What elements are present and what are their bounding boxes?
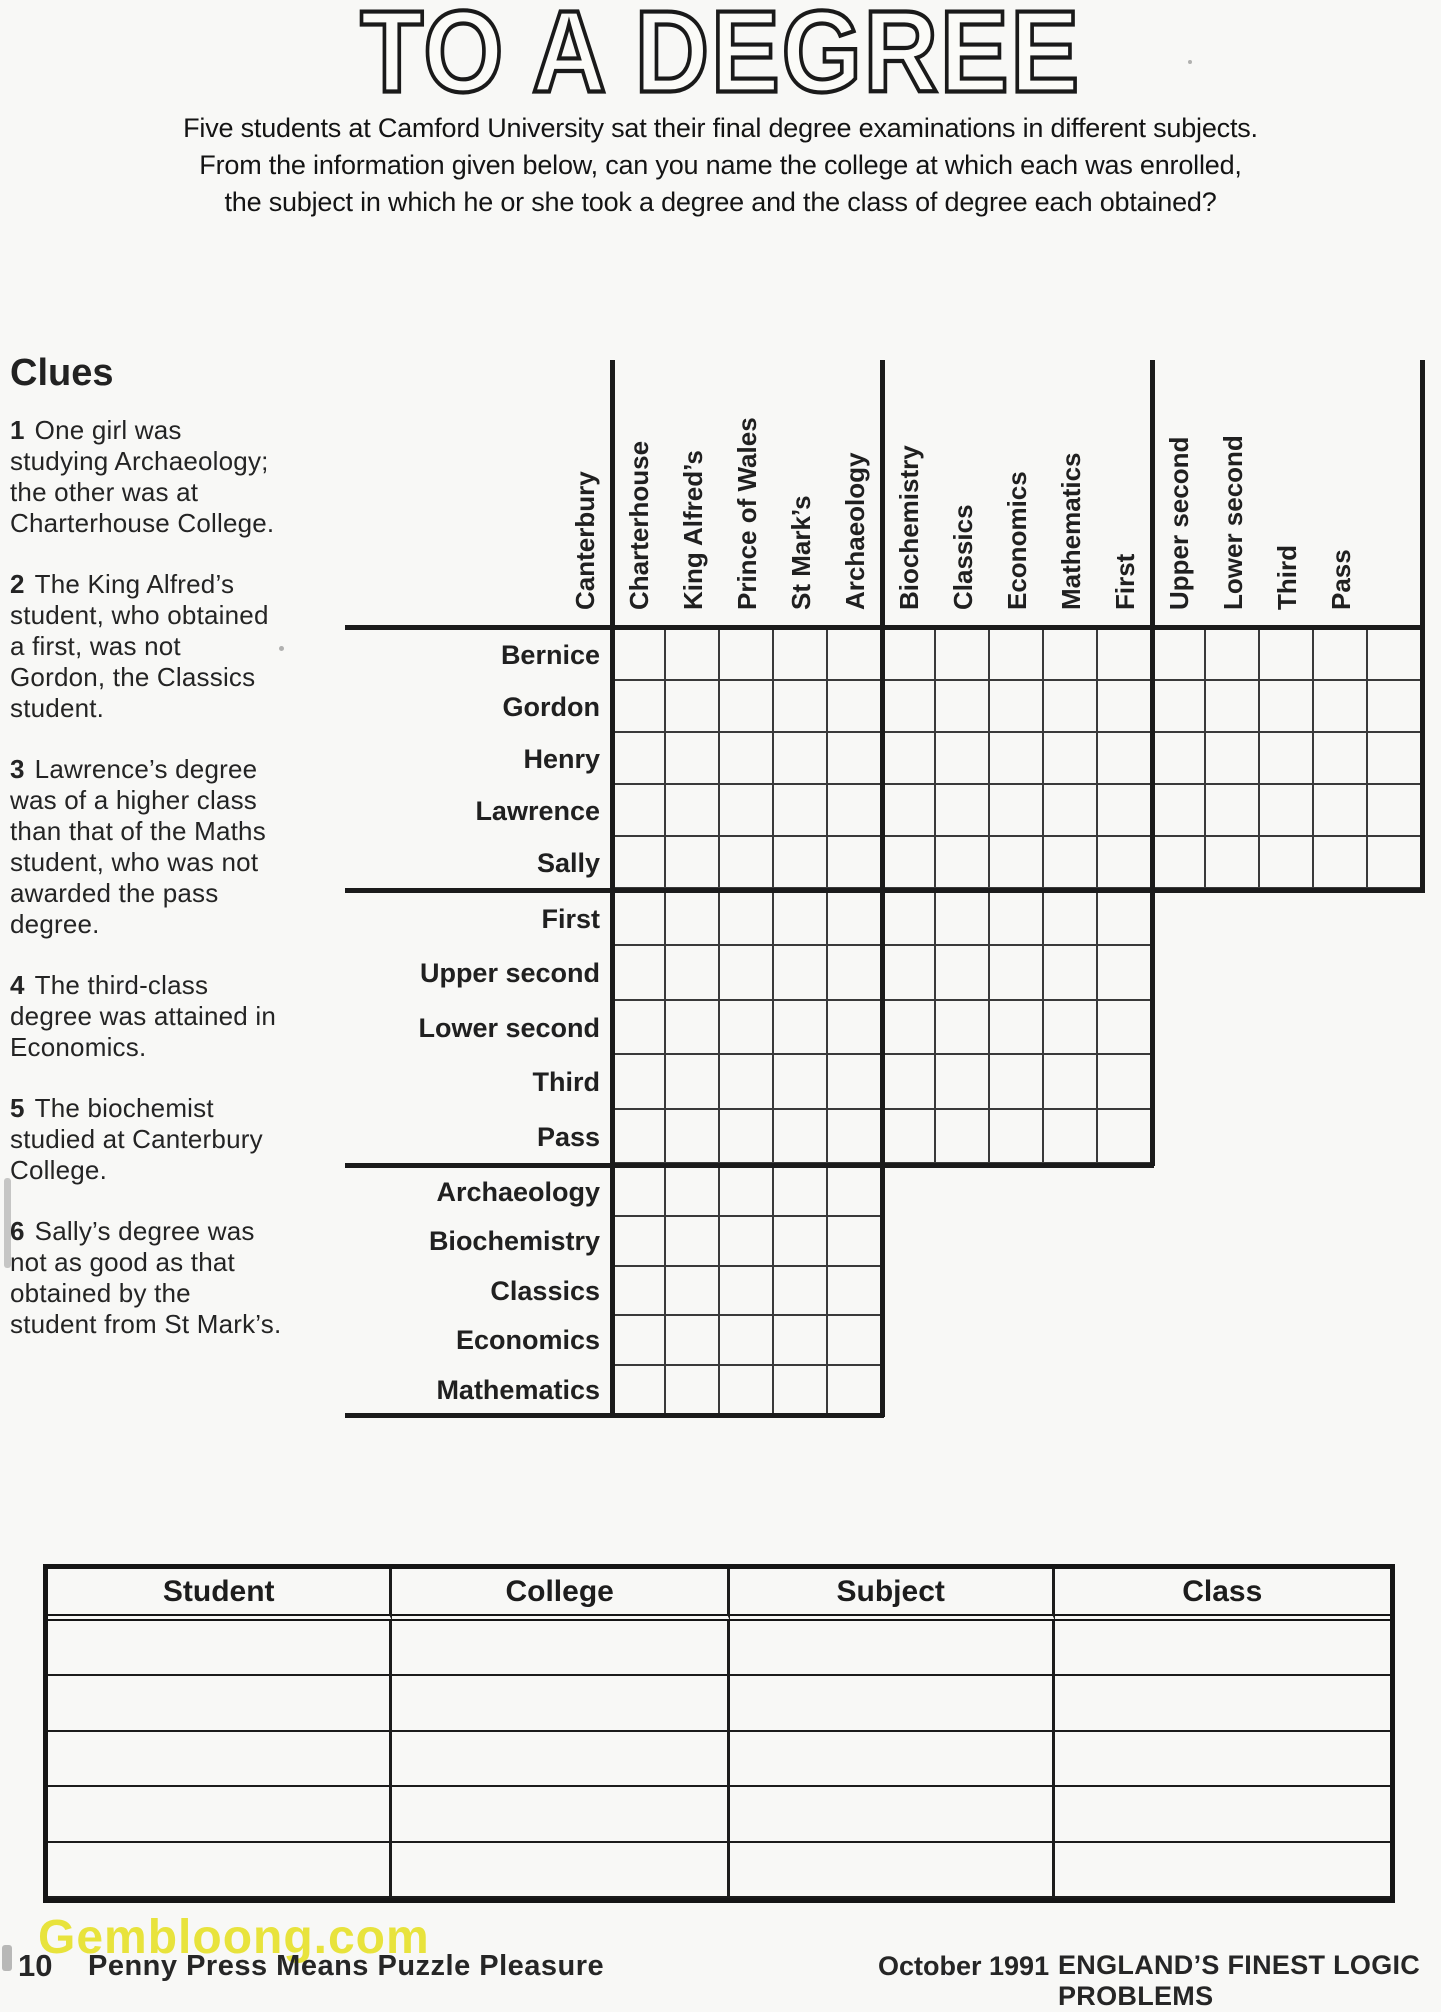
grid-divider-line: [1150, 360, 1155, 1166]
grid-column-header-subject: Economics: [1002, 471, 1032, 610]
grid-cell[interactable]: [936, 946, 990, 1000]
grid-column-header-class: Lower second: [1218, 435, 1248, 610]
grid-cell[interactable]: [1314, 837, 1368, 889]
clue-number: 6: [10, 1216, 25, 1246]
grid-cell[interactable]: [1044, 892, 1098, 946]
grid-cell[interactable]: [1206, 629, 1260, 681]
answer-cell[interactable]: [1055, 1621, 1391, 1676]
footer-slogan: Penny Press Means Puzzle Pleasure: [88, 1950, 605, 1982]
grid-cell[interactable]: [1044, 946, 1098, 1000]
answer-cell[interactable]: [48, 1676, 392, 1731]
grid-cell[interactable]: [1314, 733, 1368, 785]
clue-number: 3: [10, 754, 25, 784]
answer-cell[interactable]: [1055, 1732, 1391, 1787]
intro-line: From the information given below, can you name the college at which each was enrolled,: [199, 150, 1242, 180]
grid-cell[interactable]: [774, 681, 828, 733]
grid-cell[interactable]: [1368, 785, 1422, 837]
grid-cell[interactable]: [936, 1055, 990, 1109]
footer-publication: ENGLAND’S FINEST LOGIC PROBLEMS: [1058, 1950, 1421, 2011]
grid-cell[interactable]: [828, 1110, 882, 1164]
grid-cell[interactable]: [720, 629, 774, 681]
grid-divider-line: [345, 888, 1424, 893]
answer-cell[interactable]: [48, 1621, 392, 1676]
grid-cell[interactable]: [990, 785, 1044, 837]
grid-cell[interactable]: [720, 785, 774, 837]
grid-cell[interactable]: [666, 946, 720, 1000]
grid-cell[interactable]: [1098, 837, 1152, 889]
grid-column-header-class: First: [1110, 553, 1140, 610]
grid-cell[interactable]: [720, 1168, 774, 1217]
grid-cell[interactable]: [828, 1366, 882, 1415]
grid-column-header-class: Third: [1272, 545, 1302, 610]
grid-cell[interactable]: [1206, 837, 1260, 889]
grid-cell[interactable]: [774, 892, 828, 946]
grid-cell[interactable]: [1368, 681, 1422, 733]
grid-cell[interactable]: [774, 1168, 828, 1217]
grid-cell[interactable]: [720, 946, 774, 1000]
grid-cell[interactable]: [774, 785, 828, 837]
grid-cell[interactable]: [774, 629, 828, 681]
grid-cell[interactable]: [1260, 733, 1314, 785]
grid-column-header-college: Charterhouse: [624, 440, 654, 610]
scan-speck: [279, 646, 284, 651]
page-number: 10: [18, 1948, 53, 1983]
scan-speck: [2, 1945, 12, 1971]
clue-text: Lawrence’s degree was of a higher class than that of the Maths student, who was not awarded the pass degree.: [10, 754, 266, 939]
intro-paragraph: [0, 110, 1441, 221]
grid-cell[interactable]: [1098, 946, 1152, 1000]
grid-column-header-college: St Mark’s: [786, 495, 816, 610]
grid-column-header-college: King Alfred’s: [678, 450, 708, 610]
grid-cell[interactable]: [1098, 1110, 1152, 1164]
grid-cell[interactable]: [612, 837, 666, 889]
grid-cell[interactable]: [720, 892, 774, 946]
grid-cell[interactable]: [936, 837, 990, 889]
grid-row-header-student: Bernice: [500, 640, 600, 670]
answer-table-header: Student: [48, 1569, 392, 1621]
answer-cell[interactable]: [392, 1621, 729, 1676]
grid-cell[interactable]: [990, 1055, 1044, 1109]
clue-item: [10, 415, 282, 539]
grid-cell[interactable]: [882, 629, 936, 681]
grid-cell[interactable]: [774, 1001, 828, 1055]
grid-cell[interactable]: [1152, 681, 1206, 733]
grid-row-header-student: Sally: [536, 848, 600, 878]
clue-text: The third-class degree was attained in Economics.: [10, 970, 277, 1062]
grid-column-header-subject: Archaeology: [840, 452, 870, 610]
grid-section-subjects: [612, 1168, 882, 1415]
grid-cell[interactable]: [774, 1316, 828, 1365]
grid-cell[interactable]: [774, 946, 828, 1000]
grid-cell[interactable]: [1044, 733, 1098, 785]
grid-cell[interactable]: [666, 837, 720, 889]
grid-row-header-student: Gordon: [502, 692, 600, 722]
grid-cell[interactable]: [612, 733, 666, 785]
clue-item: [10, 754, 282, 940]
grid-cell[interactable]: [1206, 733, 1260, 785]
grid-cell[interactable]: [1152, 629, 1206, 681]
grid-cell[interactable]: [1098, 785, 1152, 837]
grid-cell[interactable]: [612, 1110, 666, 1164]
answer-cell[interactable]: [730, 1843, 1055, 1898]
clue-text: The King Alfred’s student, who obtained a first, was not Gordon, the Classics student.: [10, 569, 269, 723]
grid-cell[interactable]: [720, 1366, 774, 1415]
grid-cell[interactable]: [1152, 837, 1206, 889]
scan-speck: [4, 1178, 11, 1268]
grid-cell[interactable]: [720, 1110, 774, 1164]
grid-row-header-subject: Classics: [490, 1275, 600, 1306]
grid-cell[interactable]: [1260, 785, 1314, 837]
grid-cell[interactable]: [720, 1055, 774, 1109]
grid-cell[interactable]: [828, 837, 882, 889]
answer-table-header: Subject: [730, 1569, 1055, 1621]
grid-cell[interactable]: [612, 892, 666, 946]
page-title-text: TO A DEGREE: [360, 0, 1081, 117]
clue-text: The biochemist studied at Canterbury College.: [10, 1093, 263, 1185]
grid-cell[interactable]: [828, 733, 882, 785]
grid-cell[interactable]: [1260, 681, 1314, 733]
clue-item: [10, 569, 282, 724]
grid-cell[interactable]: [936, 785, 990, 837]
grid-cell[interactable]: [720, 681, 774, 733]
grid-row-header-subject: Mathematics: [436, 1374, 600, 1405]
grid-cell[interactable]: [990, 1001, 1044, 1055]
grid-cell[interactable]: [666, 1055, 720, 1109]
grid-cell[interactable]: [1260, 837, 1314, 889]
grid-row-header-student: Lawrence: [475, 796, 600, 826]
grid-cell[interactable]: [666, 1110, 720, 1164]
grid-cell[interactable]: [828, 785, 882, 837]
page-title: [0, 0, 1441, 117]
grid-cell[interactable]: [1314, 681, 1368, 733]
grid-cell[interactable]: [1044, 837, 1098, 889]
grid-cell[interactable]: [936, 892, 990, 946]
grid-cell[interactable]: [774, 1110, 828, 1164]
grid-cell[interactable]: [1206, 785, 1260, 837]
grid-cell[interactable]: [666, 892, 720, 946]
grid-cell[interactable]: [882, 837, 936, 889]
grid-cell[interactable]: [990, 946, 1044, 1000]
grid-cell[interactable]: [774, 1217, 828, 1266]
grid-cell[interactable]: [666, 1168, 720, 1217]
watermark: Gembloong.com: [38, 1911, 430, 1964]
grid-cell[interactable]: [882, 1001, 936, 1055]
answer-table-header: College: [392, 1569, 729, 1621]
grid-cell[interactable]: [1368, 733, 1422, 785]
grid-cell[interactable]: [936, 1110, 990, 1164]
grid-cell[interactable]: [990, 629, 1044, 681]
grid-cell[interactable]: [612, 1217, 666, 1266]
grid-cell[interactable]: [1368, 837, 1422, 889]
answer-table: [43, 1564, 1395, 1903]
grid-cell[interactable]: [828, 1267, 882, 1316]
answer-cell[interactable]: [1055, 1676, 1391, 1731]
grid-cell[interactable]: [666, 1366, 720, 1415]
grid-cell[interactable]: [1044, 785, 1098, 837]
grid-cell[interactable]: [612, 1366, 666, 1415]
grid-cell[interactable]: [1206, 681, 1260, 733]
grid-cell[interactable]: [828, 892, 882, 946]
grid-row-header-student: Henry: [523, 744, 600, 774]
grid-cell[interactable]: [720, 1316, 774, 1365]
clue-item: [10, 970, 282, 1063]
grid-cell[interactable]: [1152, 733, 1206, 785]
grid-column-header-college: Canterbury: [570, 471, 600, 610]
grid-cell[interactable]: [990, 681, 1044, 733]
grid-cell[interactable]: [774, 733, 828, 785]
grid-column-header-college: Prince of Wales: [732, 417, 762, 610]
grid-row-header-subject: Biochemistry: [428, 1226, 600, 1257]
grid-row-header-class: Lower second: [418, 1012, 600, 1043]
clues-list: [10, 415, 282, 1340]
clue-number: 1: [10, 415, 25, 445]
grid-cell[interactable]: [612, 681, 666, 733]
grid-cell[interactable]: [990, 837, 1044, 889]
grid-cell[interactable]: [1098, 681, 1152, 733]
grid-cell[interactable]: [612, 1316, 666, 1365]
footer-date: October 1991: [878, 1951, 1050, 1981]
grid-cell[interactable]: [1044, 1055, 1098, 1109]
answer-table-header: Class: [1055, 1569, 1391, 1621]
grid-cell[interactable]: [666, 681, 720, 733]
grid-cell[interactable]: [936, 629, 990, 681]
grid-column-header-subject: Mathematics: [1056, 452, 1086, 610]
grid-divider-line: [345, 1413, 884, 1418]
grid-cell[interactable]: [720, 733, 774, 785]
grid-cell[interactable]: [1044, 1110, 1098, 1164]
grid-cell[interactable]: [882, 946, 936, 1000]
grid-row-header-class: Third: [532, 1067, 600, 1098]
grid-cell[interactable]: [828, 946, 882, 1000]
grid-cell[interactable]: [990, 892, 1044, 946]
scan-speck: [1188, 60, 1192, 64]
answer-cell[interactable]: [730, 1732, 1055, 1787]
grid-cell[interactable]: [774, 1366, 828, 1415]
grid-cell[interactable]: [612, 946, 666, 1000]
grid-cell[interactable]: [882, 785, 936, 837]
grid-cell[interactable]: [882, 892, 936, 946]
grid-cell[interactable]: [1098, 892, 1152, 946]
answer-cell[interactable]: [730, 1787, 1055, 1842]
answer-cell[interactable]: [48, 1732, 392, 1787]
grid-cell[interactable]: [1260, 629, 1314, 681]
grid-column-header-class: Upper second: [1164, 436, 1194, 610]
grid-cell[interactable]: [1098, 1001, 1152, 1055]
grid-cell[interactable]: [828, 629, 882, 681]
grid-cell[interactable]: [612, 785, 666, 837]
grid-cell[interactable]: [828, 1217, 882, 1266]
grid-cell[interactable]: [666, 1316, 720, 1365]
grid-cell[interactable]: [666, 733, 720, 785]
answer-cell[interactable]: [1055, 1843, 1391, 1898]
clue-text: One girl was studying Archaeology; the other was at Charterhouse College.: [10, 415, 275, 538]
answer-cell[interactable]: [392, 1843, 729, 1898]
grid-cell[interactable]: [612, 1267, 666, 1316]
grid-cell[interactable]: [612, 1055, 666, 1109]
grid-cell[interactable]: [666, 629, 720, 681]
grid-cell[interactable]: [828, 1316, 882, 1365]
grid-cell[interactable]: [882, 1110, 936, 1164]
grid-cell[interactable]: [1152, 785, 1206, 837]
grid-cell[interactable]: [882, 1055, 936, 1109]
grid-cell[interactable]: [1314, 785, 1368, 837]
grid-cell[interactable]: [1098, 733, 1152, 785]
grid-row-header-class: Pass: [536, 1121, 600, 1152]
grid-cell[interactable]: [1044, 1001, 1098, 1055]
grid-cell[interactable]: [1044, 629, 1098, 681]
footer: [0, 1948, 1441, 2011]
grid-cell[interactable]: [774, 1267, 828, 1316]
answer-cell[interactable]: [48, 1787, 392, 1842]
clue-number: 2: [10, 569, 25, 599]
grid-cell[interactable]: [828, 1055, 882, 1109]
grid-cell[interactable]: [666, 1217, 720, 1266]
grid-cell[interactable]: [720, 1217, 774, 1266]
grid-divider-line: [345, 1163, 1154, 1168]
grid-row-header-subject: Economics: [455, 1325, 600, 1356]
answer-cell[interactable]: [1055, 1787, 1391, 1842]
grid-cell[interactable]: [774, 837, 828, 889]
clue-item: [10, 1216, 282, 1340]
clue-number: 4: [10, 970, 25, 1000]
grid-cell[interactable]: [828, 1168, 882, 1217]
grid-cell[interactable]: [720, 1001, 774, 1055]
answer-cell[interactable]: [392, 1787, 729, 1842]
answer-cell[interactable]: [730, 1676, 1055, 1731]
grid-cell[interactable]: [1098, 1055, 1152, 1109]
grid-section-students: [612, 629, 1422, 889]
grid-row-header-subject: Archaeology: [436, 1177, 600, 1207]
grid-row-header-class: Upper second: [419, 958, 600, 989]
grid-cell[interactable]: [666, 1267, 720, 1316]
grid-cell[interactable]: [990, 1110, 1044, 1164]
grid-cell[interactable]: [1368, 629, 1422, 681]
grid-cell[interactable]: [1044, 681, 1098, 733]
answer-cell[interactable]: [392, 1732, 729, 1787]
grid-cell[interactable]: [882, 733, 936, 785]
grid-cell[interactable]: [720, 837, 774, 889]
grid-cell[interactable]: [828, 1001, 882, 1055]
grid-cell[interactable]: [612, 1168, 666, 1217]
grid-cell[interactable]: [828, 681, 882, 733]
intro-line: the subject in which he or she took a degree and the class of degree each obtained?: [224, 187, 1217, 217]
grid-divider-line: [345, 625, 1424, 630]
grid-cell[interactable]: [1314, 629, 1368, 681]
grid-cell[interactable]: [720, 1267, 774, 1316]
grid-cell[interactable]: [666, 1001, 720, 1055]
answer-cell[interactable]: [730, 1621, 1055, 1676]
grid-column-header-subject: Classics: [948, 504, 978, 610]
grid-cell[interactable]: [774, 1055, 828, 1109]
clues-panel: [10, 352, 282, 1370]
answer-cell[interactable]: [48, 1843, 392, 1898]
grid-cell[interactable]: [666, 785, 720, 837]
clue-number: 5: [10, 1093, 25, 1123]
clue-text: Sally’s degree was not as good as that obtained by the student from St Mark’s.: [10, 1216, 282, 1339]
grid-cell[interactable]: [1098, 629, 1152, 681]
answer-cell[interactable]: [392, 1676, 729, 1731]
grid-cell[interactable]: [612, 629, 666, 681]
grid-column-header-subject: Biochemistry: [894, 445, 924, 610]
grid-cell[interactable]: [990, 733, 1044, 785]
grid-cell[interactable]: [936, 681, 990, 733]
grid-cell[interactable]: [936, 1001, 990, 1055]
grid-cell[interactable]: [612, 1001, 666, 1055]
grid-cell[interactable]: [882, 681, 936, 733]
grid-cell[interactable]: [936, 733, 990, 785]
intro-line: Five students at Camford University sat their final degree examinations in different subjects.: [183, 113, 1258, 143]
grid-row-header-class: First: [541, 904, 600, 934]
grid-column-header-class: Pass: [1326, 549, 1356, 610]
clues-heading: Clues: [10, 352, 114, 394]
clue-item: [10, 1093, 282, 1186]
